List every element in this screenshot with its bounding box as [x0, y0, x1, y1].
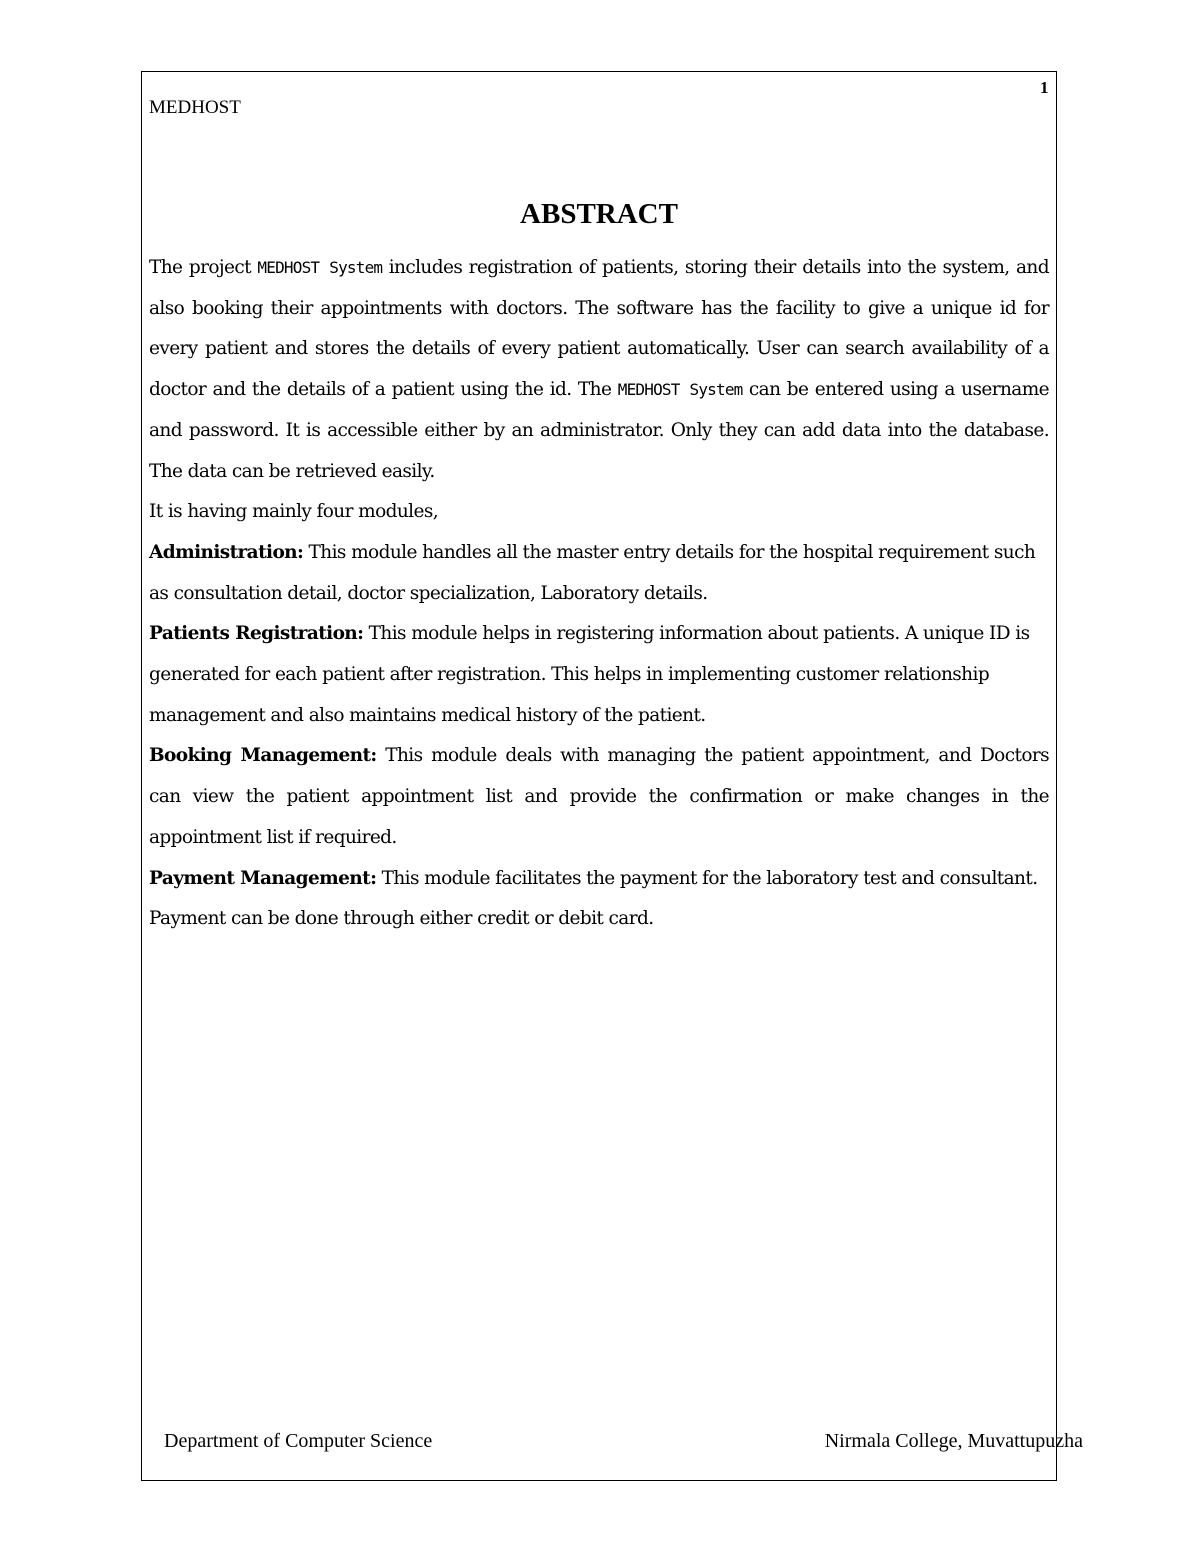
module-description: This module helps in registering information about patients. A unique ID is generated for each patient after registration. This helps in implementing customer relationship management and also maintains medical history of the patient. [149, 623, 1030, 726]
abstract-body [149, 248, 1049, 940]
module-payment-management [149, 859, 1049, 940]
intro-text-1: The project [149, 257, 258, 278]
module-administration [149, 533, 1049, 614]
footer-college: Nirmala College, Muvattupuzha [824, 1430, 1083, 1452]
page-number: 1 [1040, 78, 1049, 97]
intro-text-3: can be entered using a username and password. It is accessible either by an administrator. Only they can add data into the database. The data can be retrieved easily. [149, 379, 1050, 482]
module-patients-registration [149, 614, 1049, 736]
system-name: MEDHOST System [617, 380, 743, 400]
intro-paragraph [149, 248, 1049, 492]
modules-intro: It is having mainly four modules, [149, 501, 439, 523]
module-booking-management [149, 736, 1049, 858]
module-description: This module facilitates the payment for the laboratory test and consultant. Payment can be done through either credit or debit card. [149, 867, 1038, 930]
module-name: Patients Registration: [149, 623, 364, 645]
intro-text-2: includes registration of patients, storing their details into the system, and also booking their appointments with doctors. The software has the facility to give a unique id for every patient and stores the details of every patient automatically. User can search availability of a doctor and the details of a patient using the id. The [149, 257, 1049, 401]
system-name: MEDHOST System [257, 258, 383, 277]
module-name: Booking Management: [149, 745, 377, 767]
module-name: Administration: [149, 541, 304, 563]
module-description: This module handles all the master entry details for the hospital requirement such as consultation detail, doctor specialization, Laboratory details. [149, 541, 1036, 604]
module-name: Payment Management: [149, 867, 377, 889]
header-title: MEDHOST [149, 97, 241, 118]
abstract-heading: ABSTRACT [520, 198, 678, 230]
footer-department: Department of Computer Science [164, 1430, 433, 1452]
module-description: This module deals with managing the patient appointment, and Doctors can view the patient appointment list and provide the confirmation or make changes in the appointment list if required. [149, 745, 1049, 848]
